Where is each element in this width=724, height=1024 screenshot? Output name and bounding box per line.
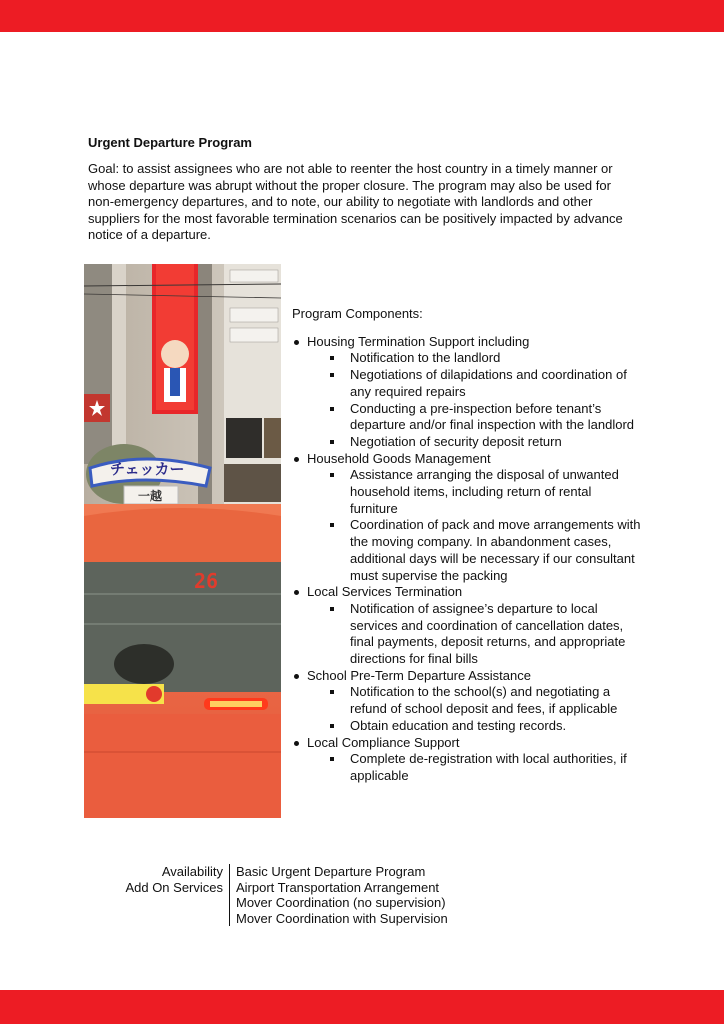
availability-labels	[100, 864, 223, 895]
component-local-services	[292, 584, 642, 668]
component-item: Notification to the landlord	[350, 350, 642, 367]
availability-value: Airport Transportation Arrangement	[236, 879, 440, 895]
availability-value: Basic Urgent Departure Program	[236, 864, 426, 879]
component-items	[307, 601, 642, 668]
component-item: Coordination of pack and move arrangements with the moving company. In abandonment cases, additional days will be necessary if our consultant must supervise the packing	[350, 517, 641, 583]
component-household-goods	[292, 451, 642, 585]
component-label: School Pre-Term Departure Assistance	[307, 667, 531, 683]
footer-band	[0, 990, 724, 1024]
header-band	[0, 0, 724, 32]
component-item: Assistance arranging the disposal of unwanted household items, including return of rental furniture	[350, 467, 642, 517]
page-title: Urgent Departure Program	[88, 135, 252, 150]
component-item: Obtain education and testing records.	[350, 718, 642, 735]
component-label: Local Compliance Support	[307, 734, 460, 750]
availability-divider	[229, 864, 230, 926]
component-item: Complete de-registration with local authorities, if applicable	[350, 751, 642, 784]
components-heading: Program Components:	[292, 306, 423, 321]
component-item: Conducting a pre-inspection before tenant’s departure and/or final inspection with the landlord	[350, 401, 642, 434]
component-items	[307, 751, 642, 784]
availability-values	[236, 864, 448, 926]
availability-value: Mover Coordination with Supervision	[236, 910, 448, 926]
taxi-sign-text: チェッカー	[110, 460, 185, 478]
component-school	[292, 668, 642, 735]
availability-label: Availability	[161, 864, 223, 879]
component-item: Notification to the school(s) and negotiating a refund of school deposit and fees, if applicable	[350, 684, 642, 717]
component-housing	[292, 334, 642, 451]
availability-value: Mover Coordination (no supervision)	[236, 895, 446, 910]
addon-services-label: Add On Services	[125, 879, 223, 895]
program-components	[292, 306, 642, 785]
component-label: Housing Termination Support including	[307, 333, 530, 349]
component-item: Negotiations of dilapidations and coordination of any required repairs	[350, 367, 642, 400]
taxi-plate-text: 一越	[138, 489, 163, 503]
component-label: Local Services Termination	[307, 584, 463, 600]
component-item: Negotiation of security deposit return	[350, 434, 642, 451]
components-list	[292, 334, 642, 785]
component-items	[307, 467, 642, 584]
component-label: Household Goods Management	[307, 450, 491, 466]
component-items	[307, 350, 642, 450]
taxi-number: 26	[194, 569, 219, 593]
goal-paragraph: Goal: to assist assignees who are not able to reenter the host country in a timely manner or whose departure was abrupt without the proper closure. The program may also be used for non-emergency departures, and to note, our ability to negotiate with landlords and other suppliers for the most favorable termination scenarios can be positively impacted by advance notice of a departure.	[88, 161, 623, 242]
component-item: Notification of assignee’s departure to local services and coordination of cancellation dates, final payments, deposit returns, and appropriate directions for final bills	[350, 601, 642, 668]
component-items	[307, 684, 642, 734]
component-compliance	[292, 735, 642, 785]
taxi-photo	[84, 264, 281, 818]
